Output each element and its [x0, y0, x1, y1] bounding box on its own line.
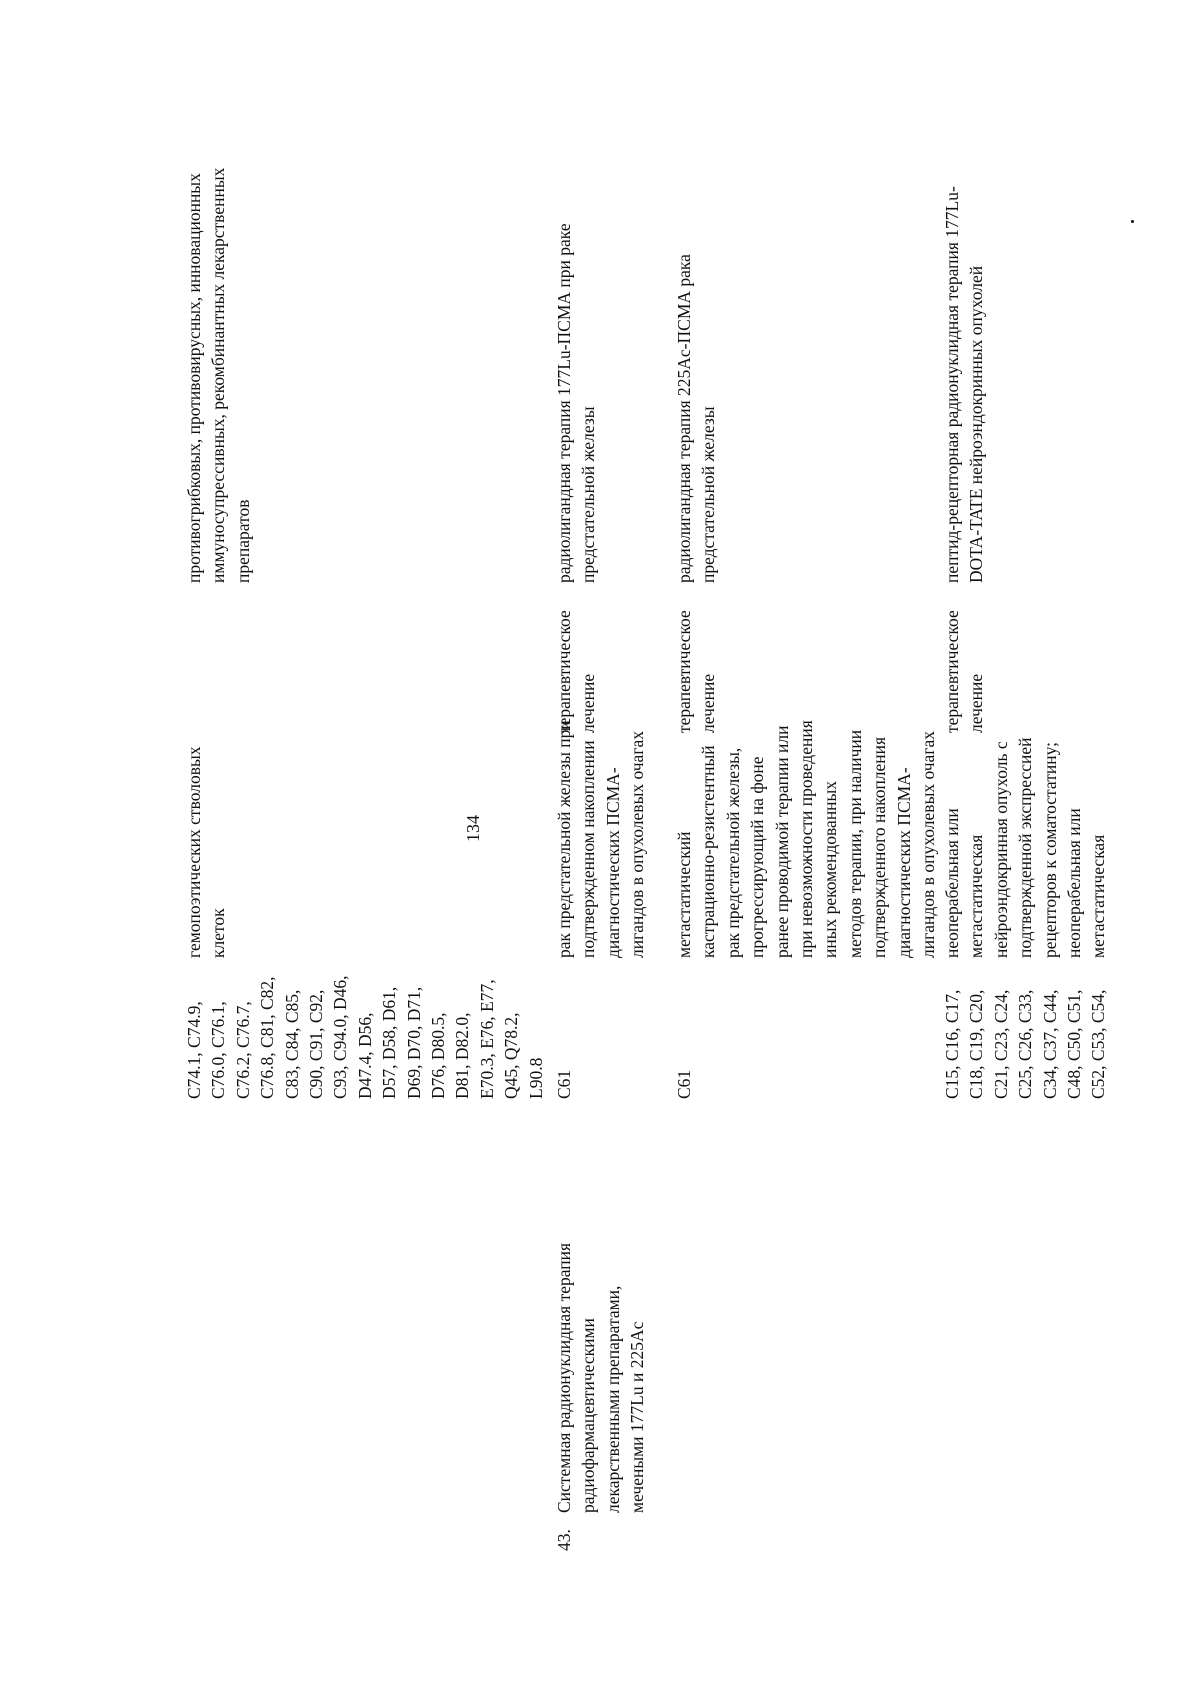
- model-line: метастатический: [674, 831, 694, 958]
- row-number: 43.: [554, 1529, 574, 1551]
- model-line: лигандов в опухолевых очагах: [918, 730, 939, 958]
- name-line: радиофармацевтическими: [578, 1318, 599, 1513]
- model-line: метастатическая: [1088, 834, 1109, 958]
- subrow-1-codes: [552, 1070, 576, 1099]
- code-line: C93, C94.0, D46,: [330, 975, 351, 1099]
- model-line: подтвержденном накоплении: [578, 740, 599, 958]
- name-line: мечеными 177Lu и 225Ac: [627, 1321, 648, 1513]
- model-line: рак предстательной железы,: [722, 747, 743, 958]
- model-line: ранее проводимой терапии или: [771, 725, 792, 958]
- model-line: клеток: [208, 908, 229, 958]
- code-line: C18, C19, C20,: [966, 989, 987, 1099]
- model-line: подтвержденного накопления: [869, 736, 890, 958]
- subrow-3-method: [940, 186, 989, 583]
- treatment-line: лечение: [966, 673, 987, 733]
- subrow-1-model: [552, 720, 650, 958]
- subrow-2-method: [672, 254, 721, 583]
- code-line: Q45, Q78.2,: [501, 1012, 522, 1099]
- model-line: нейроэндокринная опухоль с: [990, 741, 1011, 958]
- model-line: подтвержденной экспрессией: [1015, 737, 1036, 958]
- subrow-3-codes: [940, 990, 1111, 1099]
- treatment-line: лечение: [578, 673, 599, 733]
- model-line: рецепторов к соматостатину;: [1039, 742, 1060, 958]
- name-line: Системная радионуклидная терапия: [554, 1242, 574, 1513]
- method-line: предстательной железы: [698, 406, 719, 583]
- subrow-2-codes: [672, 1070, 696, 1099]
- model-line: кастрационно-резистентный: [698, 745, 719, 958]
- model-line: неоперабельная или: [1064, 808, 1085, 958]
- subrow-3-treatment: [940, 610, 989, 733]
- model-line: метастатическая: [966, 834, 987, 958]
- code-line: C61: [554, 1069, 574, 1099]
- model-line: методов терапии, при наличии: [844, 729, 865, 958]
- page-number: 134: [463, 815, 483, 842]
- model-line: гемопоэтических стволовых: [184, 746, 204, 958]
- code-line: C76.0, C76.1,: [208, 1001, 229, 1099]
- model-line: иных рекомендованных: [820, 780, 841, 958]
- code-line: C83, C84, C85,: [281, 989, 302, 1099]
- code-line: C74.1, C74.9,: [184, 1001, 204, 1099]
- method-line: препаратов: [232, 499, 253, 583]
- model-line: при невозможности проведения: [796, 720, 817, 958]
- code-line: D76, D80.5,: [428, 1012, 449, 1099]
- method-line: радиолигандная терапия 177Lu-ПСМА при раке: [554, 223, 574, 583]
- subrow-3-model: [940, 737, 1111, 958]
- method-line: иммуносупрессивных, рекомбинантных лекарственных: [208, 167, 229, 583]
- code-line: C90, C91, C92,: [306, 989, 327, 1099]
- code-line: D47.4, D56,: [354, 1012, 375, 1099]
- model-line: диагностических ПСМА-: [602, 767, 623, 958]
- name-line: лекарственными препаратами,: [602, 1285, 623, 1513]
- code-line: C61: [674, 1069, 694, 1099]
- treatment-line: лечение: [698, 673, 719, 733]
- model-line: прогрессирующий на фоне: [747, 756, 768, 958]
- method-line: радиолигандная терапия 225Ac-ПСМА рака: [674, 254, 694, 583]
- code-line: C21, C23, C24,: [990, 989, 1011, 1099]
- model-line: диагностических ПСМА-: [893, 767, 914, 958]
- row-name-cell: [552, 1243, 650, 1513]
- code-line: C52, C53, C54,: [1088, 989, 1109, 1099]
- code-line: D81, D82.0,: [452, 1012, 473, 1099]
- method-line: противогрибковых, противовирусных, инновационных: [184, 173, 204, 583]
- treatment-line: терапевтическое: [554, 610, 574, 733]
- code-line: C34, C37, C44,: [1039, 989, 1060, 1099]
- subrow-2-treatment: [672, 610, 721, 733]
- continuation-codes-cell: [182, 976, 548, 1099]
- method-line: предстательной железы: [578, 406, 599, 583]
- subrow-2-model: [672, 720, 940, 958]
- model-line: неоперабельная или: [942, 808, 962, 958]
- scan-mark: [1131, 220, 1134, 223]
- method-line: DOTA-TATE нейроэндокринных опухолей: [966, 265, 987, 583]
- model-line: лигандов в опухолевых очагах: [627, 730, 648, 958]
- treatment-line: терапевтическое: [674, 610, 694, 733]
- subrow-1-treatment: [552, 610, 601, 733]
- continuation-method-cell: [182, 168, 255, 583]
- code-line: C48, C50, C51,: [1064, 989, 1085, 1099]
- code-line: C76.8, C81, C82,: [257, 976, 278, 1099]
- code-line: C15, C16, C17,: [942, 989, 962, 1099]
- code-line: C25, C26, C33,: [1015, 989, 1036, 1099]
- code-line: L90.8: [525, 1057, 546, 1099]
- method-line: пептид-рецепторная радионуклидная терапия 177Lu-: [942, 186, 962, 583]
- code-line: E70.3, E76, E77,: [476, 979, 497, 1099]
- code-line: D69, D70, D71,: [403, 986, 424, 1099]
- continuation-model-cell: [182, 747, 231, 959]
- treatment-line: терапевтическое: [942, 610, 962, 733]
- subrow-1-method: [552, 223, 601, 583]
- code-line: C76.2, C76.7,: [232, 1001, 253, 1099]
- code-line: D57, D58, D61,: [379, 986, 400, 1099]
- model-line: рак предстательной железы при: [554, 720, 574, 958]
